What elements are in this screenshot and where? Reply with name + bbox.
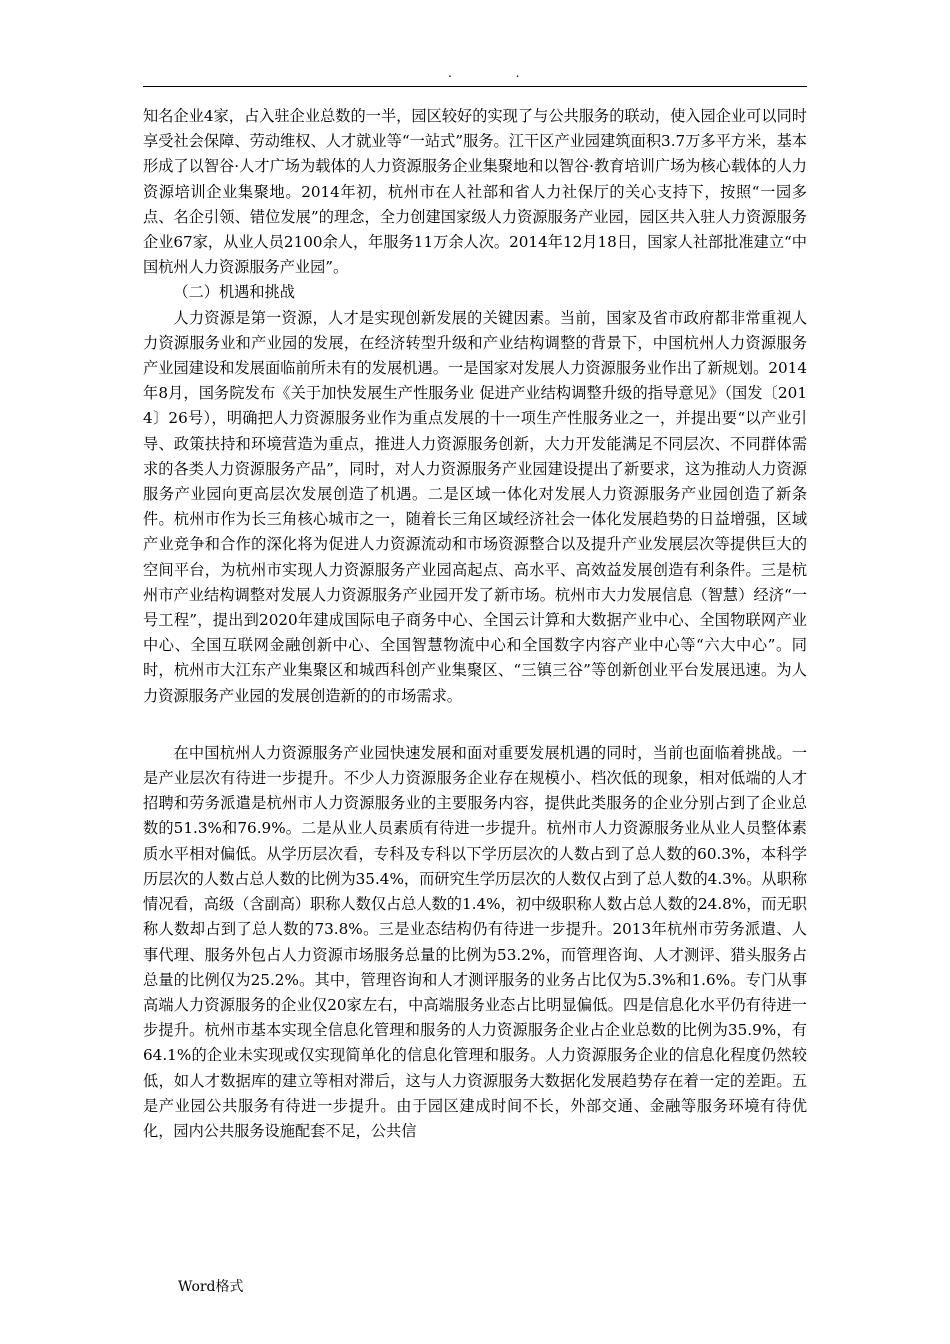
header-rule (143, 86, 807, 87)
paragraph-challenges: 在中国杭州人力资源服务产业园快速发展和面对重要发展机遇的同时，当前也面临着挑战。一是产业层次有待进一步提升。不少人力资源服务企业存在规模小、档次低的现象，相对低端的人才招聘和劳务派遣是杭州市人力资源服务业的主要服务内容，提供此类服务的企业分别占到了企业总数的51.3%和76.9%。二是从业人员素质有待进一步提升。杭州市人力资源服务业从业人员整体素质水平相对偏低。从学历层次看，专科及专科以下学历层次的人数占到了总人数的60.3%，本科学历层次的人数占总人数的比例为35.4%，而研究生学历层次的人数仅占到了总人数的4.3%。从职称情况看，高级（含副高）职称人数仅占总人数的1.4%，初中级职称人数占总人数的24.8%，而无职称人数却占到了总人数的73.8%。三是业态结构仍有待进一步提升。2013年杭州市劳务派遣、人事代理、服务外包占人力资源市场服务总量的比例为53.2%，而管理咨询、人才测评、猎头服务占总量的比例仅为25.2%。其中，管理咨询和人才测评服务的业务占比仅为5.3%和1.6%。专门从事高端人力资源服务的企业仅20家左右，中高端服务业态占比明显偏低。四是信息化水平仍有待进一步提升。杭州市基本实现全信息化管理和服务的人力资源服务企业占企业总数的比例为35.9%，有64.1%的企业未实现或仅实现简单化的信息化管理和服务。人力资源服务企业的信息化程度仍然较低，如人才数据库的建立等相对滞后，这与人力资源服务大数据化发展趋势存在着一定的差距。五是产业园公共服务有待进一步提升。由于园区建成时间不长，外部交通、金融等服务环境有待优化，园内公共服务设施配套不足，公共信 (143, 743, 807, 1140)
header-dots: . . (448, 66, 550, 80)
paragraph-industrial-park-intro: 知名企业4家，占入驻企业总数的一半，园区较好的实现了与公共服务的联动，使入园企业可以同时享受社会保障、劳动维权、人才就业等“一站式”服务。江干区产业园建筑面积3.7万多平方米，基本形成了以智谷·人才广场为载体的人力资源服务企业集聚地和以智谷·教育培训广场为核心载体的人力资源培训企业集聚地。2014年初，杭州市在人社部和省人力社保厅的关心支持下，按照“一园多点、名企引领、错位发展”的理念，全力创建国家级人力资源服务产业园，园区共入驻人力资源服务企业67家，从业人员2100余人，年服务11万余人次。2014年12月18日，国家人社部批准建立“中国杭州人力资源服务产业园”。 (143, 107, 807, 277)
paragraph-opportunities: 人力资源是第一资源，人才是实现创新发展的关键因素。当前，国家及省市政府都非常重视人力资源服务业和产业园的发展，在经济转型升级和产业结构调整的背景下，中国杭州人力资源服务产业园建设和发展面临前所未有的发展机遇。一是国家对发展人力资源服务业作出了新规划。2014年8月，国务院发布《关于加快发展生产性服务业 促进产业结构调整升级的指导意见》（国发〔2014〕26号），明确把人力资源服务业作为重点发展的十一项生产性服务业之一，并提出要“以产业引导、政策扶持和环境营造为重点，推进人力资源服务创新，大力开发能满足不同层次、不同群体需求的各类人力资源服务产品”，同时，对人力资源服务产业园建设提出了新要求，这为推动人力资源服务产业园向更高层次发展创造了机遇。二是区域一体化对发展人力资源服务产业园创造了新条件。杭州市作为长三角核心城市之一，随着长三角区域经济社会一体化发展趋势的日益增强，区域产业竞争和合作的深化将为促进人力资源流动和市场资源整合以及提升产业发展层次等提供巨大的空间平台，为杭州市实现人力资源服务产业园高起点、高水平、高效益发展创造有利条件。三是杭州市产业结构调整对发展人力资源服务产业园开发了新市场。杭州市大力发展信息（智慧）经济“一号工程”，提出到2020年建成国际电子商务中心、全国云计算和大数据产业中心、全国物联网产业中心、全国互联网金融创新中心、全国智慧物流中心和全国数字内容产业中心等“六大中心”。同时，杭州市大江东产业集聚区和城西科创产业集聚区、“三镇三谷”等创新创业平台发展迅速。为人力资源服务产业园的发展创造新的的市场需求。 (143, 308, 807, 705)
footer-label: Word格式 (178, 1279, 244, 1295)
paragraph-spacer (143, 709, 807, 741)
document-body (143, 104, 807, 1144)
section-heading-opportunities-challenges: （二）机遇和挑战 (173, 283, 295, 302)
